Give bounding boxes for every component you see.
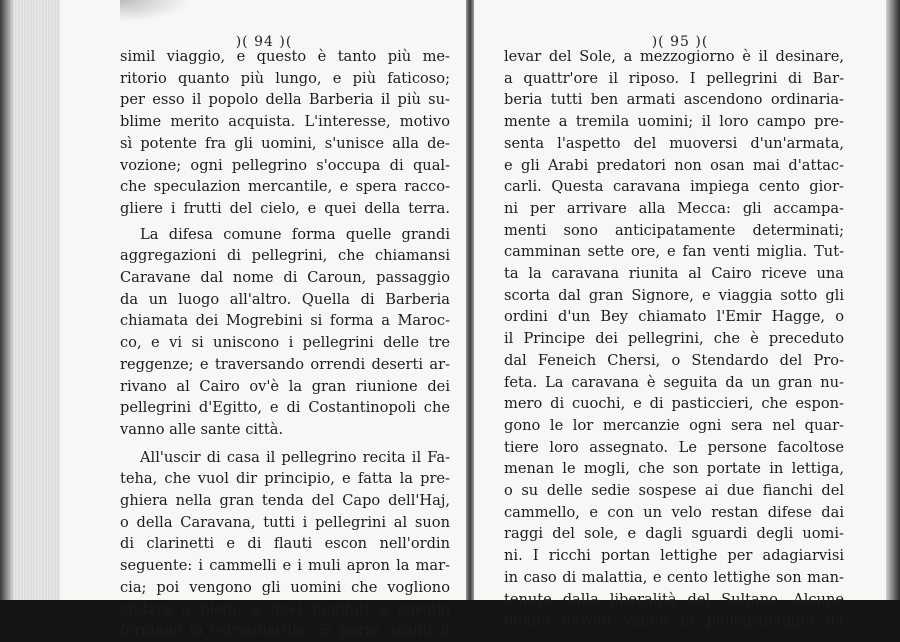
text-line: menti sono anticipatamente determinati; [504,221,844,239]
book-gutter [466,0,474,600]
text-line: co, e vi si uniscono i pellegrini delle tre [120,334,450,352]
text-line: beria tutti ben armati ascendono ordinaria- [504,91,844,109]
text-line: ordini d'un Bey chiamato l'Emir Hagge, o [504,308,844,326]
text-line: e gli Arabi predatori non osan mai d'attac- [504,156,844,174]
text-line: vanno alle sante città. [120,420,284,438]
text-line: feta. La caravana è seguita da un gran nu- [504,373,844,391]
right-page-text [504,46,844,632]
text-line: seguente: i cammelli e i muli apron la mar- [120,557,450,575]
text-line: menan le mogli, che son portate in lettiga, [504,460,844,478]
text-line: o della Caravana, tutti i pellegrini al suon [120,513,450,531]
text-line: tenute dalla liberalità del Sultano. Alcune [504,590,844,608]
text-line: tiere loro assegnato. Le persone facoltose [504,438,844,456]
text-line: o su delle sedie sospese ai due fianchi del [504,482,844,500]
text-line: sì potente fra gli uomini, s'unisce alla de- [120,134,450,152]
text-line: mente a tremila uomini; il loro campo pre- [504,113,844,131]
page-edges-right [886,0,900,600]
right-page [474,0,886,630]
text-line: senta l'aspetto del muoversi d'un'armata, [504,134,844,152]
text-line: camminan sette ore, e fan venti miglia. Tut- [504,243,844,261]
text-line: ta la caravana riunita al Cairo riceve una [504,265,844,283]
text-line: dal Feneich Chersi, o Stendardo del Pro- [504,351,844,369]
text-line: vozione; ogni pellegrino s'occupa di qual- [120,156,450,174]
text-line: andare a piedi; e quei montati a cavallo [120,600,450,618]
text-line: da un luogo all'altro. Quella di Barberia [120,290,450,308]
left-page-number: )( 94 )( [235,34,293,50]
text-line: chiamata dei Mogrebini si forma a Maroc- [120,312,450,330]
text-line: il Principe dei pellegrini, che è preceduto [504,330,844,348]
text-line: carli. Questa caravana impiega cento gior- [504,178,844,196]
text-line: mero di cuochi, e di pasticcieri, che espon- [504,395,844,413]
text-line: gono le lor mercanzie ogni sera nel quar- [504,416,844,434]
text-line: formano la retroguardia. Si parte avanti il [120,622,450,640]
text-line: ghiera nella gran tenda del Capo dell'Haj, [120,492,450,510]
text-line: per esso il popolo della Barberia il più su- [120,91,450,109]
binding-shadow [0,0,14,600]
text-line: in caso di malattia, e cento lettighe son man- [504,568,844,586]
paragraph-start: All'uscir di casa il pellegrino recita il Fa- [140,448,450,466]
right-page-number: )( 95 )( [651,34,709,50]
left-page [60,0,468,640]
page-corner-shade [120,0,190,22]
text-line: rivano al Cairo ov'è la gran riunione dei [120,377,450,395]
text-line: Caravane dal nome di Caroun, passaggio [120,269,450,287]
text-line: che speculazion mercantile, e spera racco- [120,178,450,196]
text-line: ni. I ricchi portan lettighe per adagiarvisi [504,547,844,565]
text-line: cia; poi vengono gli uomini che vogliono [120,578,450,596]
text-line: donne devote vanno in pellegrinaggio da [504,612,844,630]
text-line: scorta dal gran Signore, e viaggia sotto gli [504,286,844,304]
text-line: gliere i frutti del cielo, e quei della terra. [120,199,450,217]
text-line: ni per arrivare alla Mecca: gli accampa- [504,199,844,217]
text-line: simil viaggio, e questo è tanto più me- [120,48,450,65]
text-line: reggenze; e traversando orrendi deserti ar- [120,355,450,373]
text-line: cammello, e con un velo restan difese dai [504,503,844,521]
text-line: di clarinetti e di flauti escon nell'ordin [120,535,450,553]
text-line: ritorio quanto più lungo, e più faticoso; [120,69,450,87]
text-line: blime merito acquista. L'interesse, motivo [120,113,450,131]
text-line: teha, che vuol dir principio, e fatta la pre- [120,470,450,488]
paragraph-start: La difesa comune forma quelle grandi [140,225,450,243]
text-line: raggi del sole, e dagli sguardi degli uomi- [504,525,844,543]
left-page-text [120,46,450,642]
text-line: levar del Sole, a mezzogiorno è il desinare, [504,48,844,65]
text-line: pellegrini d'Egitto, e di Costantinopoli che [120,399,450,417]
text-line: a quattr'ore il riposo. I pellegrini di Bar- [504,69,844,87]
text-line: aggregazioni di pellegrini, che chiamansi [120,247,450,265]
